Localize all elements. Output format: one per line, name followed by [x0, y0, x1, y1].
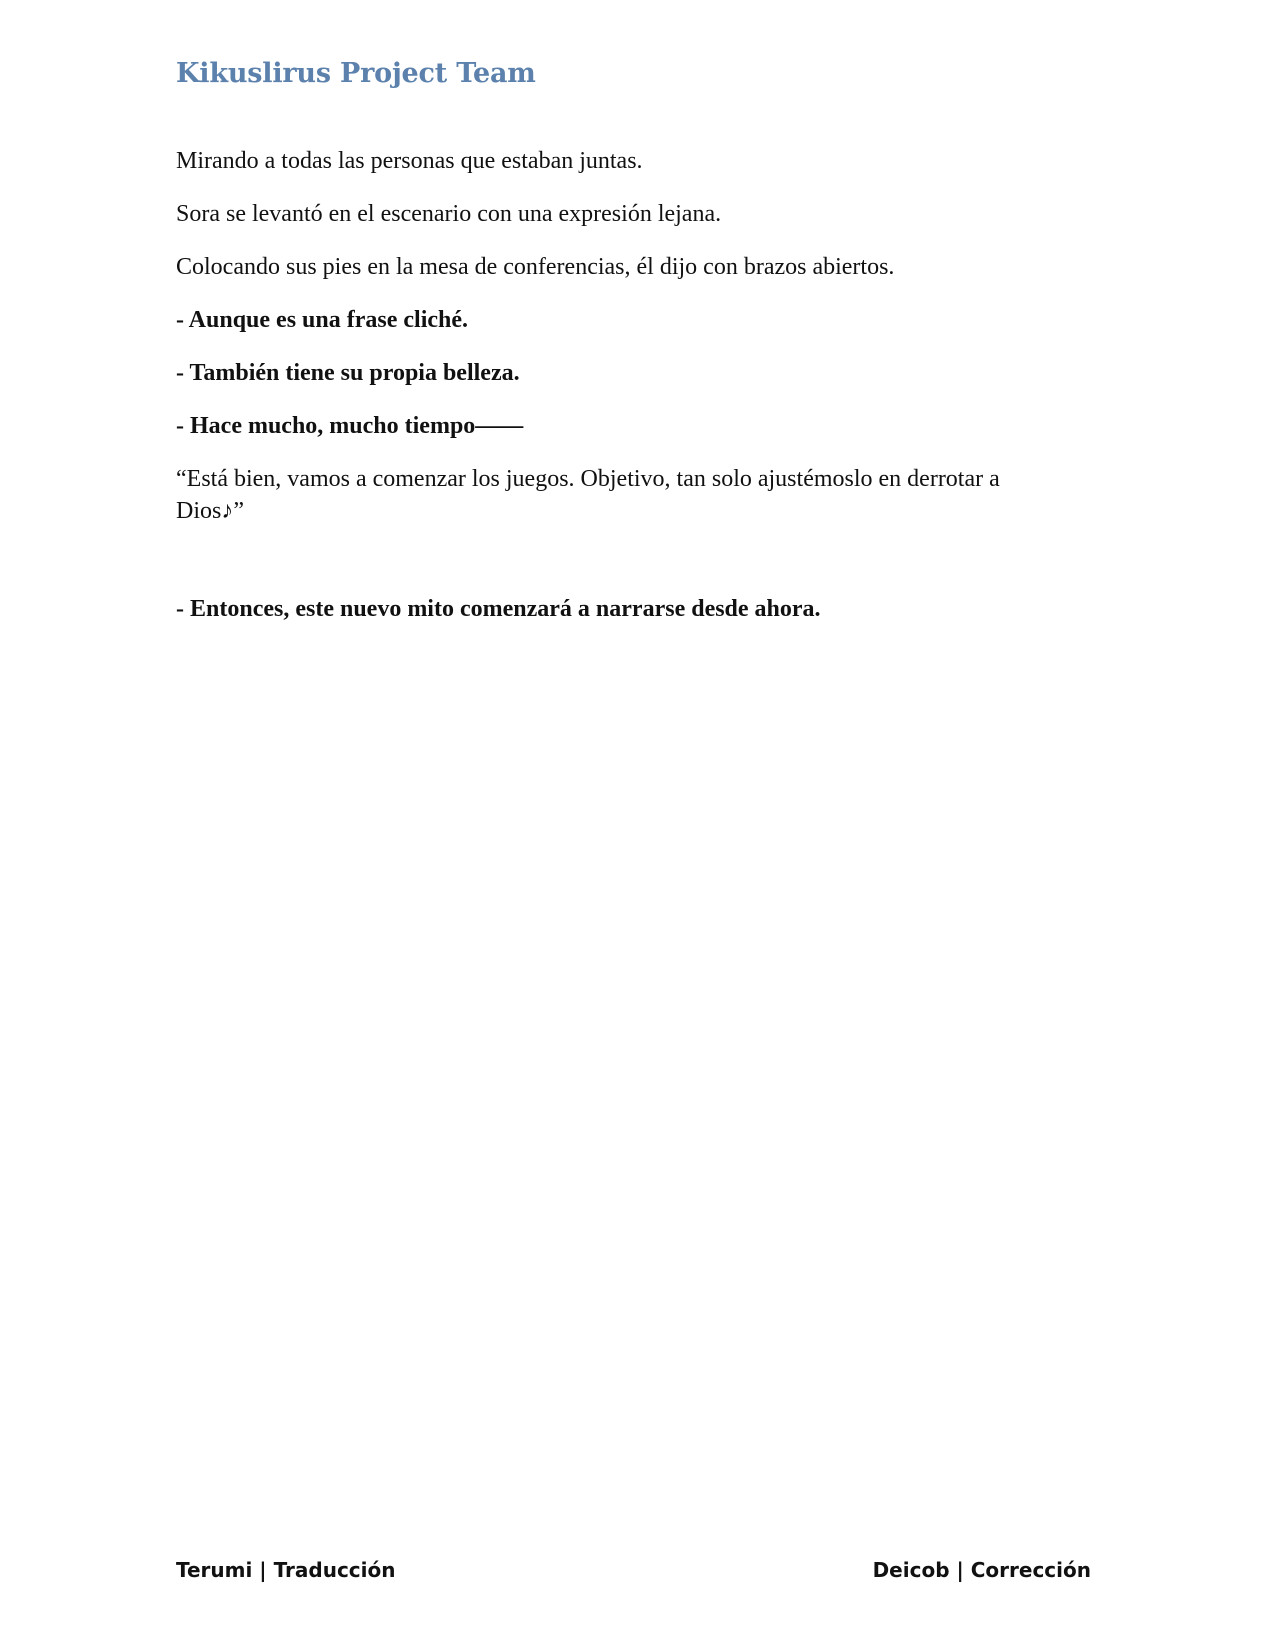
- paragraph-spacer: [176, 548, 1056, 593]
- header-title: Kikuslirus Project Team: [176, 58, 536, 89]
- paragraph: Sora se levantó en el escenario con una expresión lejana.: [176, 201, 722, 227]
- dialogue-line: - Aunque es una frase cliché.: [176, 307, 469, 333]
- footer: [176, 1558, 1091, 1582]
- footer-correction-credit: Deicob | Corrección: [872, 1558, 1091, 1582]
- footer-translation-credit: Terumi | Traducción: [176, 1558, 396, 1582]
- paragraph: Mirando a todas las personas que estaban juntas.: [176, 148, 643, 174]
- dialogue-line: - Entonces, este nuevo mito comenzará a narrarse desde ahora.: [176, 596, 821, 622]
- document-body: [176, 145, 1056, 646]
- paragraph: Colocando sus pies en la mesa de conferencias, él dijo con brazos abiertos.: [176, 254, 895, 280]
- dialogue-line: - Hace mucho, mucho tiempo——: [176, 413, 524, 439]
- dialogue-line: - También tiene su propia belleza.: [176, 360, 520, 386]
- quote-paragraph: “Está bien, vamos a comenzar los juegos. Objetivo, tan solo ajustémoslo en derrotar a Dios♪”: [176, 466, 1000, 524]
